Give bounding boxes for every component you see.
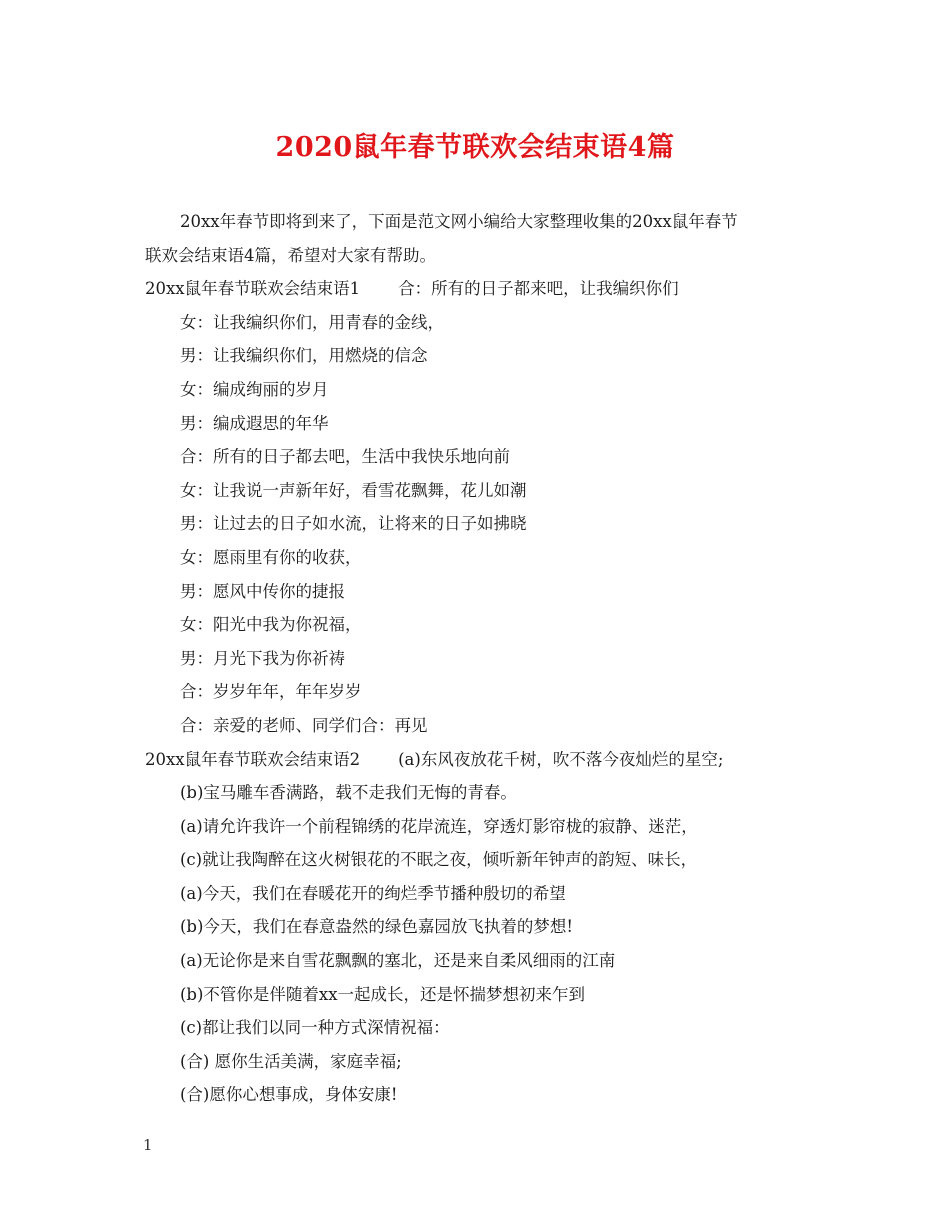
section-2-line: (合)愿你心想事成，身体安康! xyxy=(180,1085,398,1105)
section-2-heading: 20xx鼠年春节联欢会结束语2 xyxy=(145,749,361,769)
section-1-heading-line xyxy=(145,272,825,306)
section-2-line: (合) 愿你生活美满，家庭幸福; xyxy=(180,1051,402,1071)
intro-line-1: 20xx年春节即将到来了，下面是范文网小编给大家整理收集的20xx鼠年春节 xyxy=(180,212,738,231)
section-1-line: 男：编成遐思的年华 xyxy=(180,413,329,433)
section-2-heading-tail: (a)东风夜放花千树，吹不落今夜灿烂的星空; xyxy=(398,749,724,769)
section-2-line: (a)请允许我许一个前程锦绣的花岸流连，穿透灯影帘栊的寂静、迷茫， xyxy=(180,816,698,836)
section-1-line: 女：让我说一声新年好，看雪花飘舞，花儿如潮 xyxy=(180,480,527,500)
section-2-line: (b)宝马雕车香满路，载不走我们无悔的青春。 xyxy=(180,783,517,803)
section-2-line: (b)今天，我们在春意盎然的绿色嘉园放飞执着的梦想! xyxy=(180,917,574,937)
document-body xyxy=(145,205,825,1112)
section-1-line: 女：阳光中我为你祝福， xyxy=(180,615,362,635)
section-1-line: 男：让过去的日子如水流，让将来的日子如拂晓 xyxy=(180,514,527,534)
page-number: 1 xyxy=(143,1136,153,1154)
section-1-line: 合：岁岁年年，年年岁岁 xyxy=(180,682,362,702)
section-1-line: 女：编成绚丽的岁月 xyxy=(180,379,329,399)
section-1-line: 男：月光下我为你祈祷 xyxy=(180,648,345,668)
section-1-line: 合：所有的日子都去吧，生活中我快乐地向前 xyxy=(180,447,510,467)
section-2-heading-line xyxy=(145,743,825,777)
section-2-line: (c)都让我们以同一种方式深情祝福： xyxy=(180,1018,450,1038)
section-1-line: 男：愿风中传你的捷报 xyxy=(180,581,345,601)
section-1-line: 女：愿雨里有你的收获， xyxy=(180,547,362,567)
section-1-line: 女：让我编织你们，用青春的金线， xyxy=(180,312,444,332)
section-1-heading-tail: 合：所有的日子都来吧，让我编织你们 xyxy=(398,279,679,299)
section-1-line: 合：亲爱的老师、同学们合：再见 xyxy=(180,715,428,735)
document-title: 2020鼠年春节联欢会结束语4篇 xyxy=(275,132,675,163)
section-2-line: (b)不管你是伴随着xx一起成长，还是怀揣梦想初来乍到 xyxy=(180,984,586,1004)
section-1-heading: 20xx鼠年春节联欢会结束语1 xyxy=(145,279,361,299)
section-2-line: (c)就让我陶醉在这火树银花的不眠之夜，倾听新年钟声的韵短、味长， xyxy=(180,850,698,870)
section-1-line: 男：让我编织你们，用燃烧的信念 xyxy=(180,346,428,366)
intro-line-2: 联欢会结束语4篇，希望对大家有帮助。 xyxy=(145,245,436,265)
section-2-line: (a)今天，我们在春暖花开的绚烂季节播种殷切的希望 xyxy=(180,883,566,903)
section-2-line: (a)无论你是来自雪花飘飘的塞北，还是来自柔风细雨的江南 xyxy=(180,951,616,971)
